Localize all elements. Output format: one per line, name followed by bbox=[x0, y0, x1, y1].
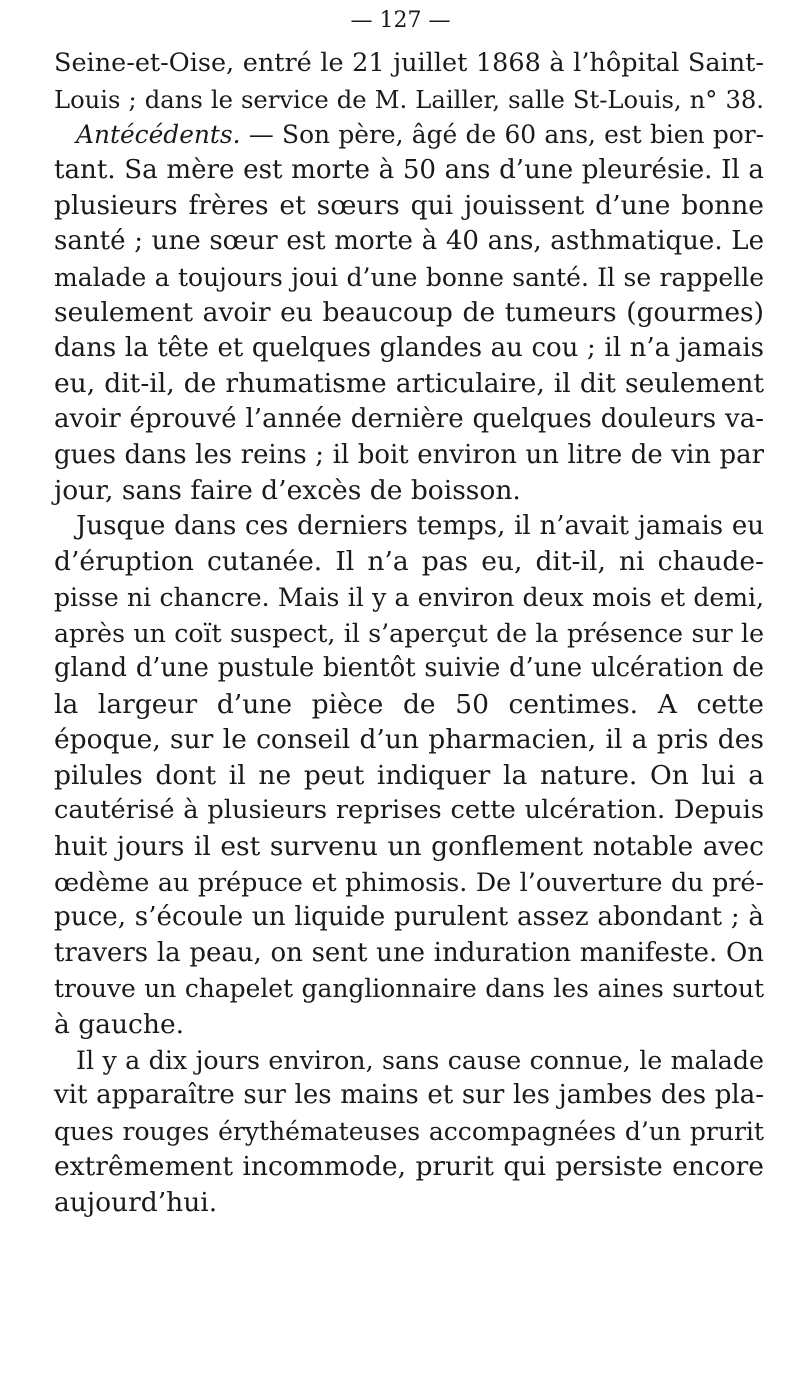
text-line: à gauche. bbox=[54, 1009, 185, 1041]
text-line: dans la tête et quelques glandes au cou ; il n’a jamais bbox=[54, 332, 764, 363]
text-line: huit jours il est survenu un gonflement notable avec bbox=[54, 831, 764, 863]
text-line: aujourd’hui. bbox=[54, 1187, 218, 1218]
text-line: Jusque dans ces derniers temps, il n’avait jamais eu bbox=[76, 510, 764, 541]
text-line: tant. Sa mère est morte à 50 ans d’une pleurésie. Il a bbox=[54, 154, 764, 185]
text-line: Louis ; dans le service de M. Lailler, salle St-Louis, n° 38. bbox=[54, 84, 764, 114]
text-line: Il y a dix jours environ, sans cause connue, le malade bbox=[76, 1045, 764, 1075]
text-line: pilules dont il ne peut indiquer la nature. On lui a bbox=[54, 759, 764, 791]
text-line: époque, sur le conseil d’un pharmacien, il a pris des bbox=[54, 724, 764, 756]
text-line: plusieurs frères et sœurs qui jouissent d’une bonne bbox=[54, 190, 764, 222]
text-line: d’éruption cutanée. Il n’a pas eu, dit-il, ni chaude- bbox=[54, 546, 764, 578]
text-line: jour, sans faire d’excès de boisson. bbox=[54, 475, 521, 507]
text-line: malade a toujours joui d’une bonne santé. Il se rappelle bbox=[54, 262, 764, 292]
body-text bbox=[54, 46, 764, 1221]
text-line: trouve un chapelet ganglionnaire dans les aines surtout bbox=[54, 974, 764, 1004]
text-line: avoir éprouvé l’année dernière quelques douleurs va- bbox=[54, 403, 764, 434]
text-line: pisse ni chancre. Mais il y a environ deux mois et demi, bbox=[54, 582, 764, 612]
text-line: gland d’une pustule bientôt suivie d’une ulcération de bbox=[54, 653, 764, 684]
text-line: puce, s’écoule un liquide purulent assez abondant ; à bbox=[54, 902, 764, 933]
text-line: extrêmement incommode, prurit qui persiste encore bbox=[54, 1151, 764, 1183]
text-line: santé ; une sœur est morte à 40 ans, asthmatique. Le bbox=[54, 225, 764, 256]
text-line: œdème au prépuce et phimosis. De l’ouverture du pré- bbox=[54, 866, 764, 897]
text-line: la largeur d’une pièce de 50 centimes. A cette bbox=[54, 688, 764, 720]
text-line: Seine-et-Oise, entré le 21 juillet 1868 à l’hôpital Saint- bbox=[54, 48, 764, 78]
text-line: seulement avoir eu beaucoup de tumeurs (gourmes) bbox=[54, 297, 764, 329]
text-line: après un coït suspect, il s’aperçut de la présence sur le bbox=[54, 618, 764, 648]
text-line: vit apparaître sur les mains et sur les jambes des pla- bbox=[54, 1080, 764, 1111]
text-line: Antécédents. — Son père, âgé de 60 ans, est bien por- bbox=[76, 120, 764, 150]
text-line: ques rouges érythémateuses accompagnées d’un prurit bbox=[54, 1116, 764, 1146]
section-heading: Antécédents. bbox=[76, 120, 241, 150]
text-line: gues dans les reins ; il boit environ un litre de vin par bbox=[54, 439, 764, 470]
text-line: eu, dit-il, de rhumatisme articulaire, il dit seulement bbox=[54, 368, 764, 400]
text-line: cautérisé à plusieurs reprises cette ulcération. Depuis bbox=[54, 795, 764, 826]
text-line: travers la peau, on sent une induration manifeste. On bbox=[54, 937, 764, 968]
page-number: — 127 — bbox=[350, 8, 451, 33]
